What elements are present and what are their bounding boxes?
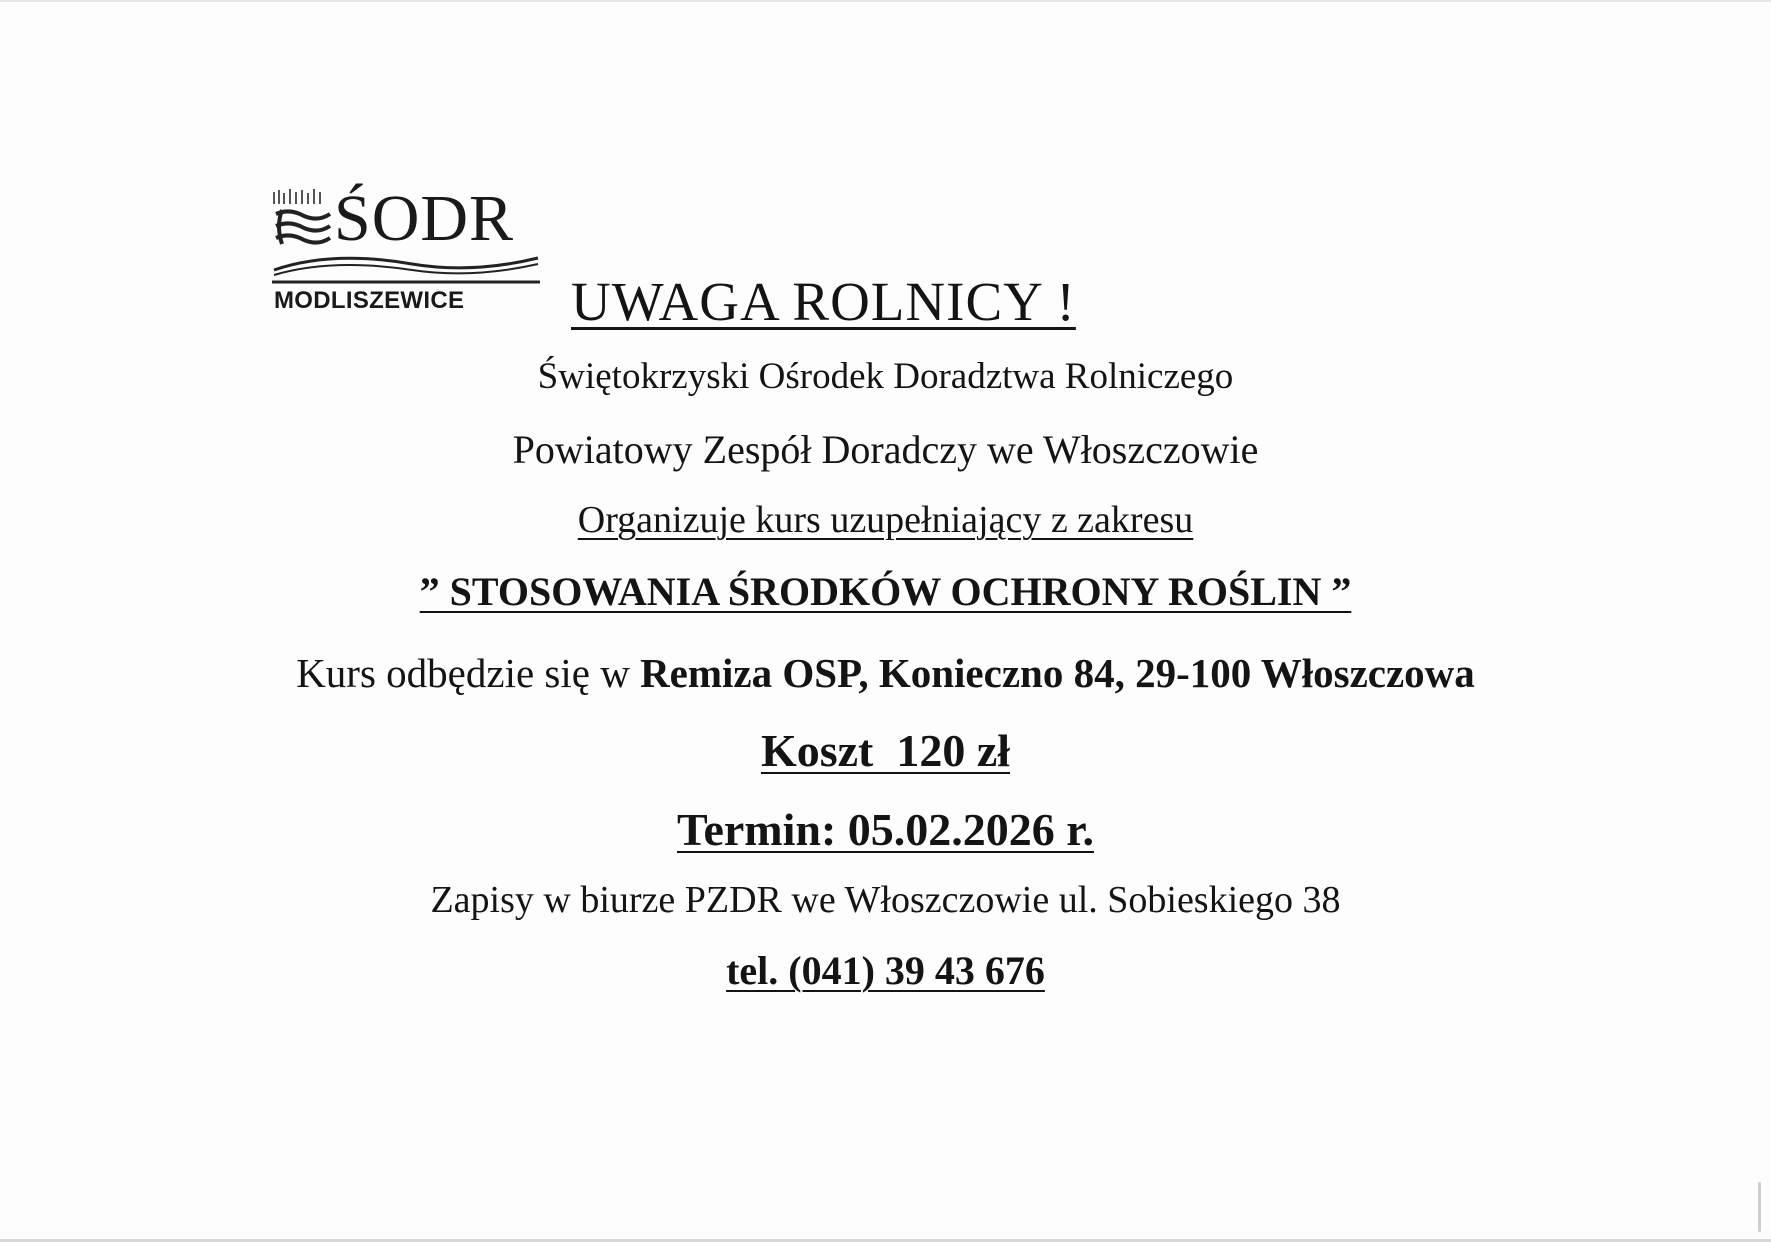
date-text: Termin: 05.02.2026 r. xyxy=(677,804,1094,855)
course-title xyxy=(0,568,1771,615)
scan-edge-mark xyxy=(1758,1182,1761,1232)
signup-info: Zapisy w biurze PZDR we Włoszczowie ul. Sobieskiego 38 xyxy=(430,879,1341,921)
phone-text: tel. (041) 39 43 676 xyxy=(726,948,1045,993)
cost-text: Koszt 120 zł xyxy=(760,725,1011,776)
sodr-logo xyxy=(272,178,547,318)
location-prefix: Kurs odbędzie się w xyxy=(296,650,641,696)
phone-info xyxy=(0,947,1771,994)
course-date xyxy=(0,803,1771,856)
course-intro-text: Organizuje kurs uzupełniający z zakresu xyxy=(577,499,1194,541)
course-location xyxy=(0,649,1771,697)
team-name: Powiatowy Zespół Doradczy we Włoszczowie xyxy=(512,427,1259,472)
course-intro xyxy=(0,498,1771,542)
location-address: Remiza OSP, Konieczno 84, 29-100 Włoszczowa xyxy=(640,650,1475,696)
logo-sub-text: MODLISZEWICE xyxy=(274,287,465,314)
organization-name: Świętokrzyski Ośrodek Doradztwa Rolniczego xyxy=(537,356,1234,397)
logo-main-text: ŚODR xyxy=(334,182,515,255)
headline: UWAGA ROLNICY ! xyxy=(571,271,1076,332)
course-cost xyxy=(0,724,1771,777)
course-title-text: ” STOSOWANIA ŚRODKÓW OCHRONY ROŚLIN ” xyxy=(419,569,1352,614)
